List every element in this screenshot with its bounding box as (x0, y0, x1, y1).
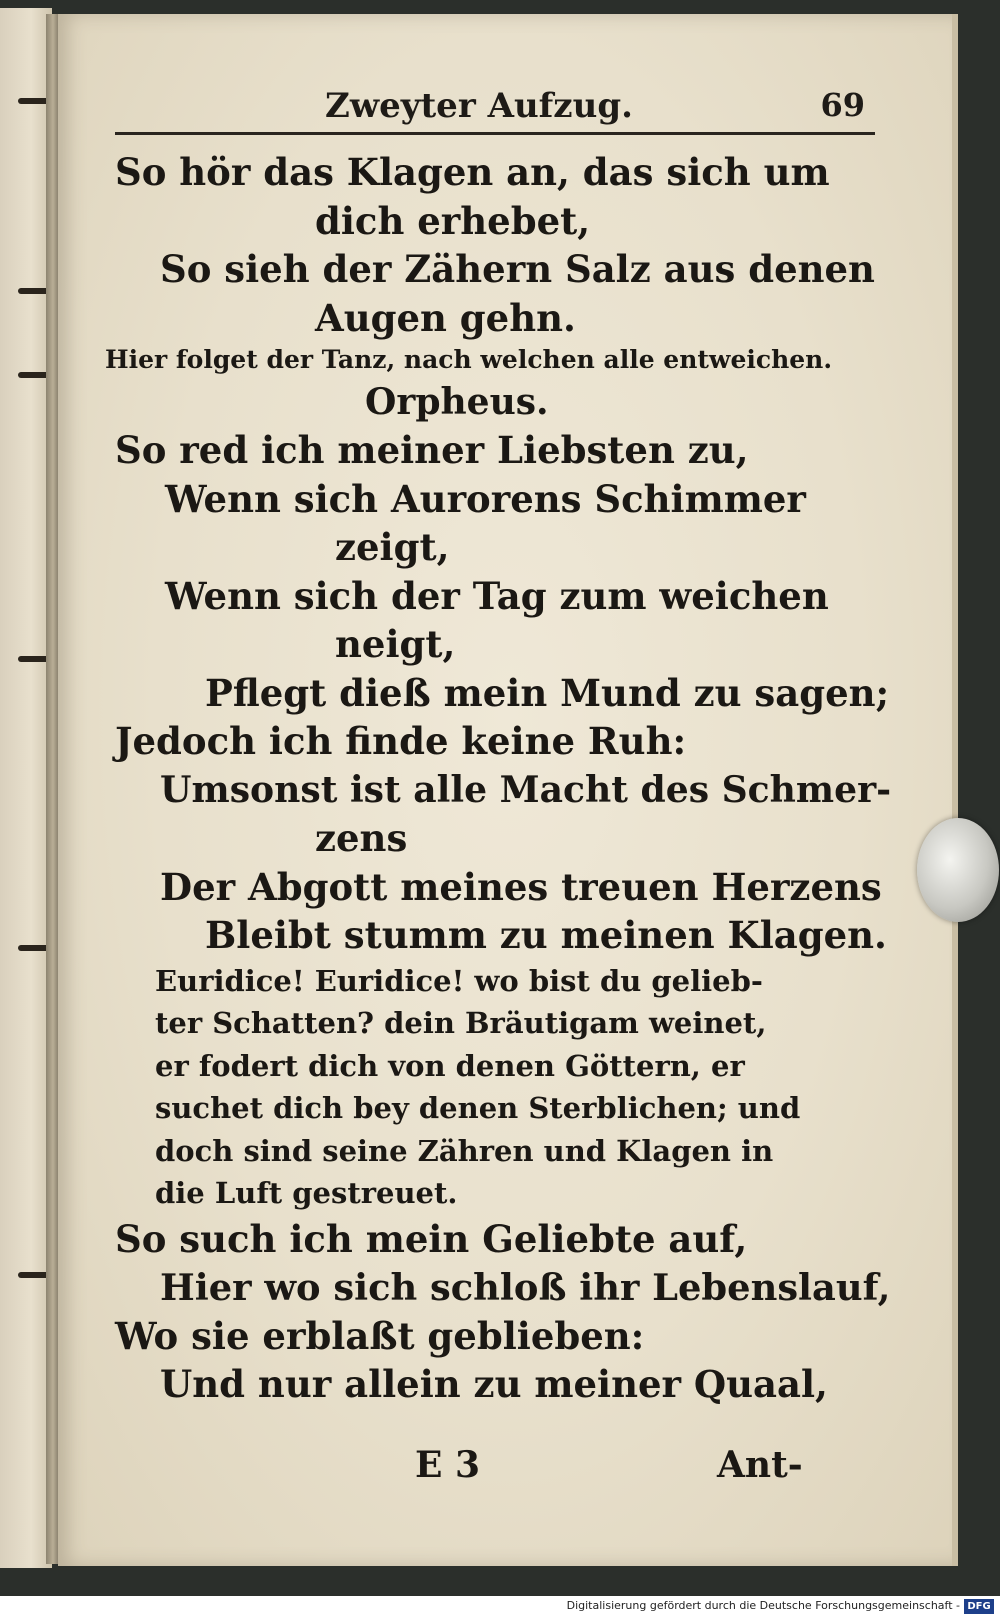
text-line: Euridice! Euridice! wo bist du gelieb- (155, 963, 763, 998)
page-edge (952, 14, 958, 1566)
text-line: suchet dich bey denen Sterblichen; und (155, 1091, 801, 1125)
text-line: Pflegt dieß mein Mund zu sagen; (205, 670, 890, 715)
text-line: Orpheus. (365, 381, 549, 423)
text-line: Und nur allein zu meiner Quaal, (160, 1362, 828, 1406)
text-line: zens (315, 816, 408, 860)
text-line: dich erhebet, (315, 198, 591, 243)
text-line: Jedoch ich finde keine Ruh: (115, 719, 687, 763)
page-text (105, 148, 892, 1409)
header-rule (115, 132, 875, 135)
text-line: So sieh der Zähern Salz aus denen (160, 247, 875, 291)
text-line: Hier wo sich schloß ihr Lebenslauf, (160, 1265, 891, 1309)
credit-text: Digitalisierung gefördert durch die Deutsche Forschungsgemeinschaft - (566, 1599, 960, 1612)
text-line: So hör das Klagen an, das sich um (115, 150, 830, 194)
text-line: die Luft gestreuet. (155, 1176, 458, 1210)
text-line: neigt, (335, 622, 456, 666)
page-number: 69 (820, 86, 865, 124)
page-footer (115, 1444, 875, 1494)
text-line: doch sind seine Zähren und Klagen in (155, 1133, 774, 1168)
catchword: Ant- (717, 1444, 803, 1486)
text-line: er fodert dich von denen Göttern, er (155, 1048, 745, 1083)
text-line: So such ich mein Geliebte auf, (115, 1216, 748, 1261)
text-line: Wenn sich Aurorens Schimmer (165, 476, 806, 521)
dfg-logo-icon: DFG (964, 1599, 994, 1614)
text-line: Augen gehn. (315, 295, 576, 340)
text-line: Wenn sich der Tag zum weichen (165, 573, 829, 618)
page-header (115, 80, 875, 140)
text-line: Bleibt stumm zu meinen Klagen. (205, 913, 887, 957)
signature-mark: E 3 (415, 1444, 481, 1486)
credit-bar (0, 1596, 1000, 1618)
text-line: zeigt, (335, 525, 450, 569)
text-line: ter Schatten? dein Bräutigam weinet, (155, 1006, 767, 1040)
page-clip (917, 818, 999, 922)
text-line: Der Abgott meines treuen Herzens (160, 864, 882, 909)
text-line: Wo sie erblaßt geblieben: (115, 1313, 645, 1358)
text-line: So red ich meiner Liebsten zu, (115, 428, 749, 472)
running-head: Zweyter Aufzug. (325, 86, 633, 126)
text-line: Umsonst ist alle Macht des Schmer- (160, 767, 892, 811)
text-line: Hier folget der Tanz, nach welchen alle entweichen. (105, 345, 833, 374)
previous-page-edge (0, 8, 52, 1568)
